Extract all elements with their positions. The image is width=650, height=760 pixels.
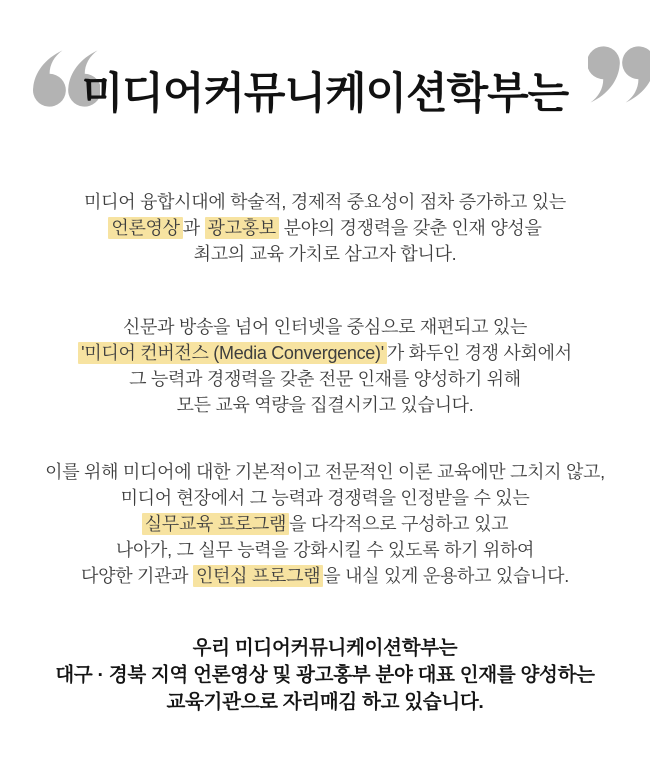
text-line (30, 563, 620, 589)
text-segment: 분야의 경쟁력을 갖춘 인재 양성을 (278, 218, 542, 239)
text-line (30, 314, 620, 340)
page-title: 미디어커뮤니케이션학부는 (81, 70, 569, 118)
text-line (30, 662, 620, 689)
text-segment: 대구 · 경북 지역 언론영상 및 광고홍부 분야 대표 인재를 양성하는 (55, 664, 595, 687)
text-segment: 그 능력과 경쟁력을 갖춘 전문 인재를 양성하기 위해 (129, 369, 521, 390)
text-line (30, 392, 620, 418)
highlighted-text: 언론영상 (108, 217, 182, 239)
text-line (30, 366, 620, 392)
intro-paragraph (30, 189, 620, 267)
text-line (30, 485, 620, 511)
text-segment: 미디어 융합시대에 학술적, 경제적 중요성이 점차 증가하고 있는 (84, 192, 566, 213)
text-segment: 신문과 방송을 넘어 인터넷을 중심으로 재편되고 있는 (122, 317, 528, 338)
text-segment: 교육기관으로 자리매김 하고 있습니다. (166, 691, 484, 714)
text-segment: 을 다각적으로 구성하고 있고 (289, 514, 509, 535)
highlighted-text: '미디어 컨버전스 (Media Convergence)' (78, 342, 387, 364)
text-line (30, 459, 620, 485)
text-segment: 모든 교육 역량을 집결시키고 있습니다. (176, 395, 474, 416)
text-line (30, 511, 620, 537)
text-line (30, 340, 620, 366)
text-line (30, 635, 620, 662)
text-line (30, 537, 620, 563)
highlighted-text: 실무교육 프로그램 (142, 513, 289, 535)
text-segment: 우리 미디어커뮤니케이션학부는 (192, 637, 458, 660)
highlighted-text: 광고홍보 (205, 217, 279, 239)
practice-paragraph (30, 459, 620, 589)
text-line (30, 215, 620, 241)
text-line (30, 189, 620, 215)
text-segment: 최고의 교육 가치로 삼고자 합니다. (193, 244, 457, 265)
text-segment: 을 내실 있게 운용하고 있습니다. (323, 566, 569, 587)
text-segment: 다양한 기관과 (81, 566, 193, 587)
text-line (30, 241, 620, 267)
closing-paragraph (30, 635, 620, 716)
text-segment: 나아가, 그 실무 능력을 강화시킬 수 있도록 하기 위하여 (115, 540, 535, 561)
text-segment: 과 (182, 218, 205, 239)
convergence-paragraph (30, 314, 620, 418)
text-segment: 미디어 현장에서 그 능력과 경쟁력을 인정받을 수 있는 (120, 488, 530, 509)
highlighted-text: 인턴십 프로그램 (193, 565, 323, 587)
text-segment: 이를 위해 미디어에 대한 기본적이고 전문적인 이론 교육에만 그치지 않고, (45, 462, 605, 483)
text-line (30, 689, 620, 716)
text-segment: 가 화두인 경쟁 사회에서 (386, 343, 572, 364)
